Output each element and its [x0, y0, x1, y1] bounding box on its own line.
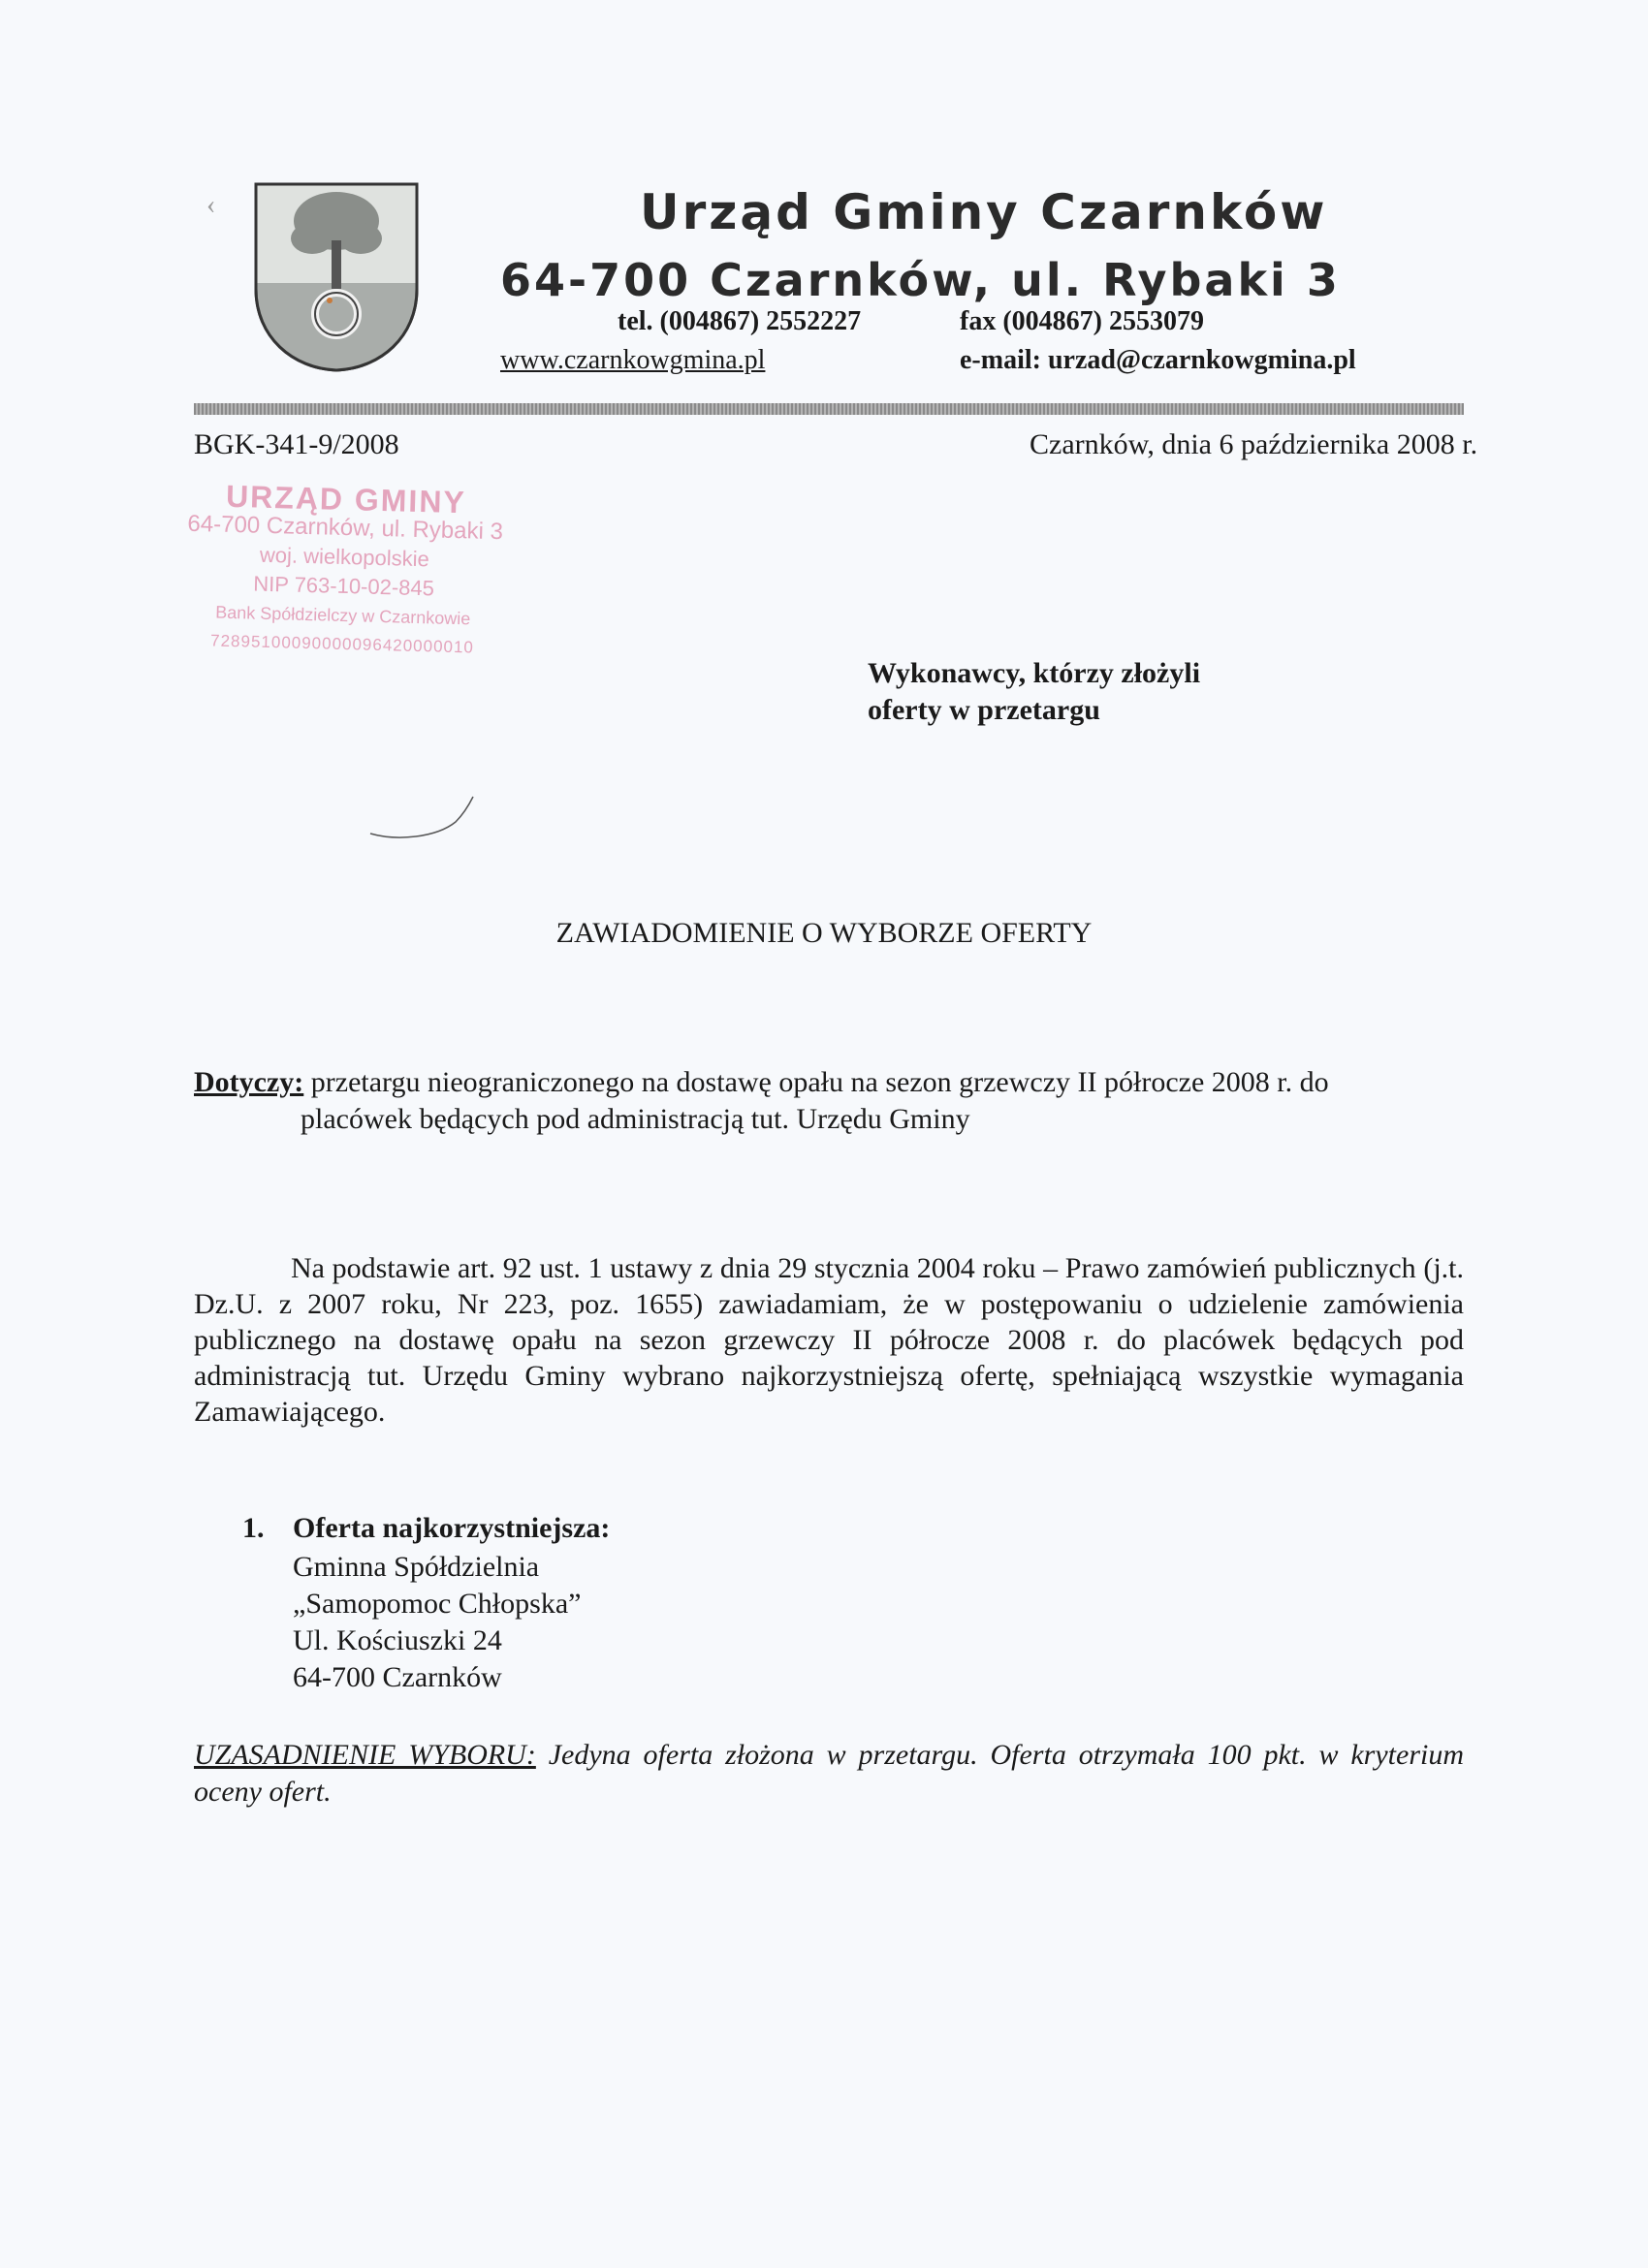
offer-title: Oferta najkorzystniejsza: — [293, 1512, 611, 1544]
recipient-line: oferty w przetargu — [868, 694, 1100, 726]
justification-label: UZASADNIENIE WYBORU: — [194, 1739, 536, 1771]
justification — [194, 1737, 1464, 1811]
organization-name: Urząd Gminy Czarnków — [640, 184, 1328, 240]
recipient-line: Wykonawcy, którzy złożyli — [868, 657, 1201, 689]
subject-text: przetargu nieograniczonego na dostawę opału na sezon grzewczy II półrocze 2008 r. do — [310, 1066, 1329, 1098]
offer-line: 64-700 Czarnków — [293, 1661, 502, 1693]
offer-line: „Samopomoc Chłopska” — [293, 1588, 582, 1620]
email: e-mail: urzad@czarnkowgmina.pl — [960, 345, 1356, 375]
subject — [194, 1064, 1464, 1138]
document-heading: ZAWIADOMIENIE O WYBORZE OFERTY — [555, 917, 1093, 949]
subject-text: placówek będących pod administracją tut. Urzędu Gminy — [301, 1103, 970, 1135]
reference-number: BGK-341-9/2008 — [194, 428, 399, 460]
fax: fax (004867) 2553079 — [960, 306, 1204, 336]
signature-icon — [368, 795, 475, 843]
telephone: tel. (004867) 2552227 — [618, 306, 862, 336]
organization-address: 64-700 Czarnków, ul. Rybaki 3 — [500, 254, 1341, 306]
offer-details — [293, 1549, 581, 1696]
office-stamp — [90, 478, 599, 666]
coat-of-arms-icon — [254, 182, 419, 372]
offer-line: Gminna Spółdzielnia — [293, 1551, 540, 1583]
stamp-line: 72895100090000096420000010 — [209, 631, 475, 657]
recipient — [868, 655, 1200, 729]
subject-label: Dotyczy: — [194, 1066, 304, 1098]
stamp-line: 64-700 Czarnków, ul. Rybaki 3 — [187, 510, 504, 546]
offer-number: 1. — [242, 1512, 265, 1544]
stamp-line: URZĄD GMINY — [225, 478, 467, 520]
notice-paragraph: Na podstawie art. 92 ust. 1 ustawy z dnia 29 stycznia 2004 roku – Prawo zamówień publicznych (j.t. Dz.U. z 2007 roku, Nr 223, poz. 1655) zawiadamiam, że w postępowaniu o udzielenie zamówienia publicznego na dostawę opału na sezon grzewczy II półrocze 2008 r. do placówek będących pod administracją tut. Urzędu Gminy wybrano najkorzystniejszą ofertę, spełniającą wszystkie wymagania Zamawiającego. — [194, 1252, 1464, 1428]
stamp-line: woj. wielkopolskie — [259, 542, 430, 572]
justification-text: Jedyna oferta złożona w przetargu. Oferta otrzymała 100 pkt. w kryterium oceny ofert. — [194, 1739, 1465, 1808]
offer-line: Ul. Kościuszki 24 — [293, 1624, 502, 1656]
offer-heading — [242, 1512, 610, 1545]
stamp-line: Bank Spółdzielczy w Czarnkowie — [215, 602, 471, 629]
document-date: Czarnków, dnia 6 października 2008 r. — [1030, 428, 1478, 460]
stamp-line: NIP 763-10-02-845 — [252, 571, 435, 601]
margin-mark: ‹ — [206, 190, 216, 220]
header-divider — [194, 403, 1464, 415]
website-link[interactable]: www.czarnkowgmina.pl — [500, 345, 766, 375]
